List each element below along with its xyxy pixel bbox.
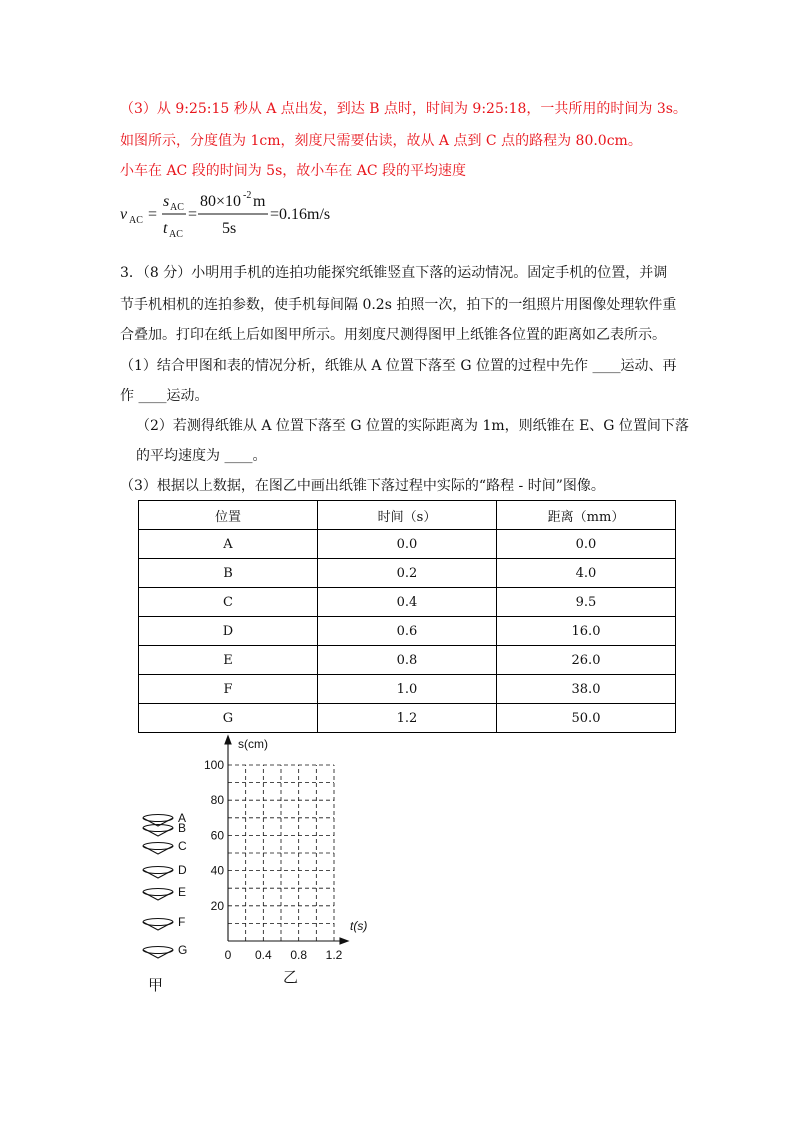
x-tick-label: 1.2	[325, 948, 343, 962]
x-tick-label: 0.8	[290, 948, 308, 962]
cone-label: B	[178, 821, 187, 835]
data-table	[138, 500, 676, 733]
question-part1-a: （1）结合甲图和表的情况分析，纸锥从 A 位置下落至 G 位置的过程中先作 ____运动、再	[120, 358, 677, 374]
table-cell: D	[139, 617, 318, 646]
paper-cone	[143, 815, 173, 827]
solution-line-2: 如图所示，分度值为 1cm，刻度尺需要估读，故从 A 点到 C 点的路程为 80.0cm。	[120, 133, 642, 149]
formula-frac1-num: s	[163, 193, 170, 210]
question-part2-b: 的平均速度为 ____。	[136, 448, 267, 464]
formula-frac1-den: t	[163, 220, 168, 237]
table-row	[139, 675, 676, 704]
y-axis-label: s(cm)	[238, 737, 268, 751]
table-cell: 38.0	[497, 675, 676, 704]
table-header-position: 位置	[139, 501, 318, 530]
cone-label: E	[178, 885, 187, 899]
cone-label: C	[178, 839, 187, 853]
table-row	[139, 704, 676, 733]
table-row	[139, 559, 676, 588]
cone-label: G	[178, 943, 188, 957]
y-axis-arrow	[225, 736, 231, 744]
formula-frac2-num: 80×10	[200, 193, 242, 210]
question-line-3: 合叠加。打印在纸上后如图甲所示。用刻度尺测得图甲上纸锥各位置的距离如乙表所示。	[120, 327, 666, 343]
formula-lhs: v	[120, 206, 128, 223]
svg-text:=: =	[188, 206, 198, 223]
paper-cone	[143, 947, 173, 959]
table-header-row	[139, 501, 676, 530]
table-cell: 0.8	[318, 646, 497, 675]
cone-label: D	[178, 863, 187, 877]
formula-frac2-num-sup: -2	[243, 190, 252, 201]
y-tick-label: 20	[210, 898, 224, 913]
paper-cone	[143, 919, 173, 931]
question-part3: （3）根据以上数据，在图乙中画出纸锥下落过程中实际的“路程 - 时间”图像。	[120, 478, 605, 494]
formula-result: =0.16m/s	[270, 206, 331, 223]
question-part2-a: （2）若测得纸锥从 A 位置下落至 G 位置的实际距离为 1m，则纸锥在 E、G 位置间下落	[136, 418, 689, 434]
paper-cone	[143, 843, 173, 855]
solution-line-3: 小车在 AC 段的时间为 5s，故小车在 AC 段的平均速度	[120, 163, 466, 179]
table-cell: 4.0	[497, 559, 676, 588]
paper-cone	[143, 825, 173, 837]
y-tick-label: 80	[210, 793, 224, 808]
table-cell: 9.5	[497, 588, 676, 617]
question-part1-b: 作 ____运动。	[120, 388, 209, 404]
cone-label: F	[178, 915, 186, 929]
table-cell: F	[139, 675, 318, 704]
formula-frac1-num-sub: AC	[170, 202, 184, 213]
table-cell: E	[139, 646, 318, 675]
formula-frac1-den-sub: AC	[169, 229, 183, 240]
y-tick-label: 40	[210, 863, 224, 878]
table-cell: B	[139, 559, 318, 588]
x-axis-label: t(s)	[350, 919, 368, 933]
table-cell: 0.0	[318, 530, 497, 559]
table-cell: 26.0	[497, 646, 676, 675]
x-tick-label: 0.4	[254, 948, 272, 962]
x-axis-arrow	[340, 938, 348, 944]
table-cell: 0.0	[497, 530, 676, 559]
table-cell: 16.0	[497, 617, 676, 646]
table-cell: 0.6	[318, 617, 497, 646]
solution-line-1: （3）从 9:25:15 秒从 A 点出发，到达 B 点时，时间为 9:25:18，一共所用的时间为 3s。	[120, 101, 687, 117]
table-row	[139, 617, 676, 646]
question-line-1: 3．（8 分）小明用手机的连拍功能探究纸锥竖直下落的运动情况。固定手机的位置，并调	[120, 265, 668, 281]
table-row	[139, 646, 676, 675]
y-tick-label: 60	[210, 828, 224, 843]
table-header-time: 时间（s）	[318, 501, 497, 530]
y-tick-label: 100	[203, 758, 224, 772]
paper-cone	[143, 867, 173, 879]
formula-lhs-sub: AC	[129, 215, 143, 226]
table-header-distance: 距离（mm）	[497, 501, 676, 530]
table-row	[139, 530, 676, 559]
paper-cone	[143, 889, 173, 901]
formula-frac2-num-unit: m	[253, 193, 266, 210]
table-cell: G	[139, 704, 318, 733]
table-cell: 1.2	[318, 704, 497, 733]
table-cell: 0.4	[318, 588, 497, 617]
x-tick-label: 0	[224, 948, 232, 962]
svg-text:=: =	[148, 206, 158, 223]
table-cell: 0.2	[318, 559, 497, 588]
table-cell: C	[139, 588, 318, 617]
table-cell: A	[139, 530, 318, 559]
table-cell: 50.0	[497, 704, 676, 733]
cone-label: A	[178, 811, 187, 825]
question-line-2: 节手机相机的连拍参数，使手机每间隔 0.2s 拍照一次，拍下的一组照片用图像处理软件重	[120, 297, 677, 313]
formula-frac2-den: 5s	[222, 220, 237, 237]
table-row	[139, 588, 676, 617]
table-cell: 1.0	[318, 675, 497, 704]
figure-jia-caption: 甲	[148, 978, 164, 994]
figure-yi-caption: 乙	[283, 970, 299, 986]
